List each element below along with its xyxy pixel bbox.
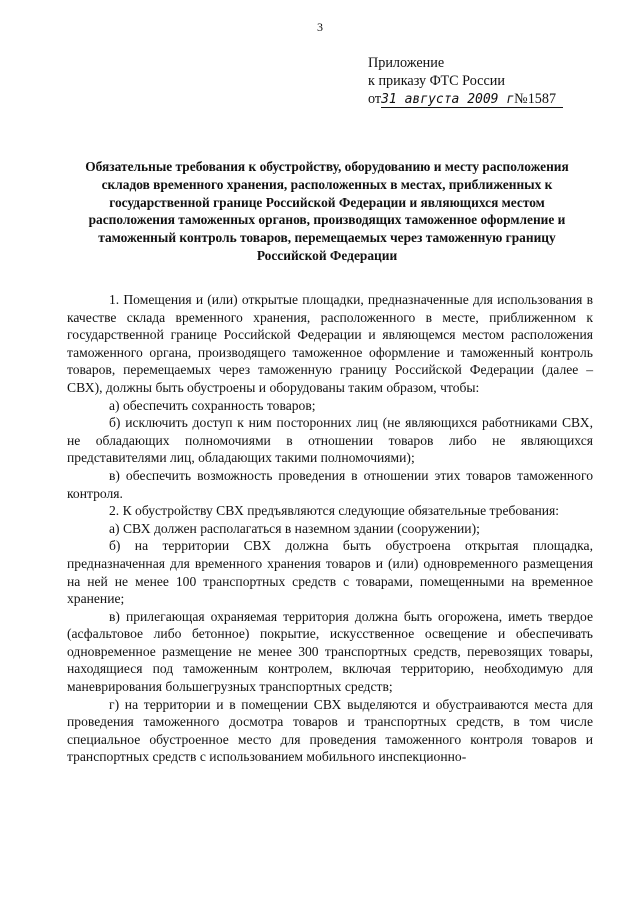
paragraph-2d: г) на территории и в помещении СВХ выделяются и обустраиваются места для проведения таможенного досмотра товаров и транспортных средств, в том числе специальное обустроенное место для проведения таможенного контроля товаров и транспортных средств с использованием мобильного инспекционно- <box>67 696 593 765</box>
paragraph-1a: а) обеспечить сохранность товаров; <box>109 397 316 413</box>
paragraph-1b: б) исключить доступ к ним посторонних лиц (не являющихся работниками СВХ, не обладающих полномочиями в отношении товаров либо не являющихся представителями лиц, обладающих такими полномочиями); <box>67 415 593 466</box>
appendix-order-date-number <box>381 91 563 108</box>
paragraph-2b: б) на территории СВХ должна быть обустроена открытая площадка, предназначенная для временного хранения товаров и (или) одновременного размещения на ней не менее 100 транспортных средств с товарами, помещенными на временное хранение; <box>67 538 593 607</box>
appendix-line-3 <box>368 90 563 109</box>
appendix-order-date: 31 августа 2009 г <box>381 92 515 107</box>
paragraph-1: 1. Помещения и (или) открытые площадки, предназначенные для использования в качестве склада временного хранения, расположенного в месте, приближенном к государственной границе Российской Федерации и являющемся местом расположения таможенного органа, производящего таможенное оформление и таможенный контроль товаров, перемещаемых через таможенную границу Российской Федерации (далее – СВХ), должны быть обустроены и оборудованы таким образом, чтобы: <box>67 292 593 395</box>
paragraph-2a: а) СВХ должен располагаться в наземном здании (сооружении); <box>109 520 480 536</box>
appendix-line-2: к приказу ФТС России <box>368 73 505 89</box>
document-body <box>67 291 593 766</box>
paragraph-2c: в) прилегающая охраняемая территория должна быть огорожена, иметь твердое (асфальтовое либо бетонное) покрытие, искусственное освещение и обеспечивать одновременное размещение не менее 300 транспортных средств, перевозящих товары, находящиеся под таможенным контролем, включая территорию, необходимую для маневрирования большегрузных транспортных средств; <box>67 608 593 695</box>
appendix-date-prefix: от <box>368 91 382 107</box>
paragraph-1c: в) обеспечить возможность проведения в отношении этих товаров таможенного контроля. <box>67 467 593 501</box>
appendix-block <box>368 54 563 109</box>
page-number: 3 <box>317 20 323 34</box>
appendix-line-1: Приложение <box>368 55 445 71</box>
paragraph-2: 2. К обустройству СВХ предъявляются следующие обязательные требования: <box>109 503 560 519</box>
document-title: Обязательные требования к обустройству, оборудованию и месту расположения складов временного хранения, расположенных в местах, приближенных к государственной границе Российской Федерации и являющихся местом расположения таможенных органов, производящих таможенное оформление и таможенный контроль товаров, перемещаемых через таможенную границу Российской Федерации <box>85 159 569 263</box>
appendix-order-number: №1587 <box>514 91 557 107</box>
